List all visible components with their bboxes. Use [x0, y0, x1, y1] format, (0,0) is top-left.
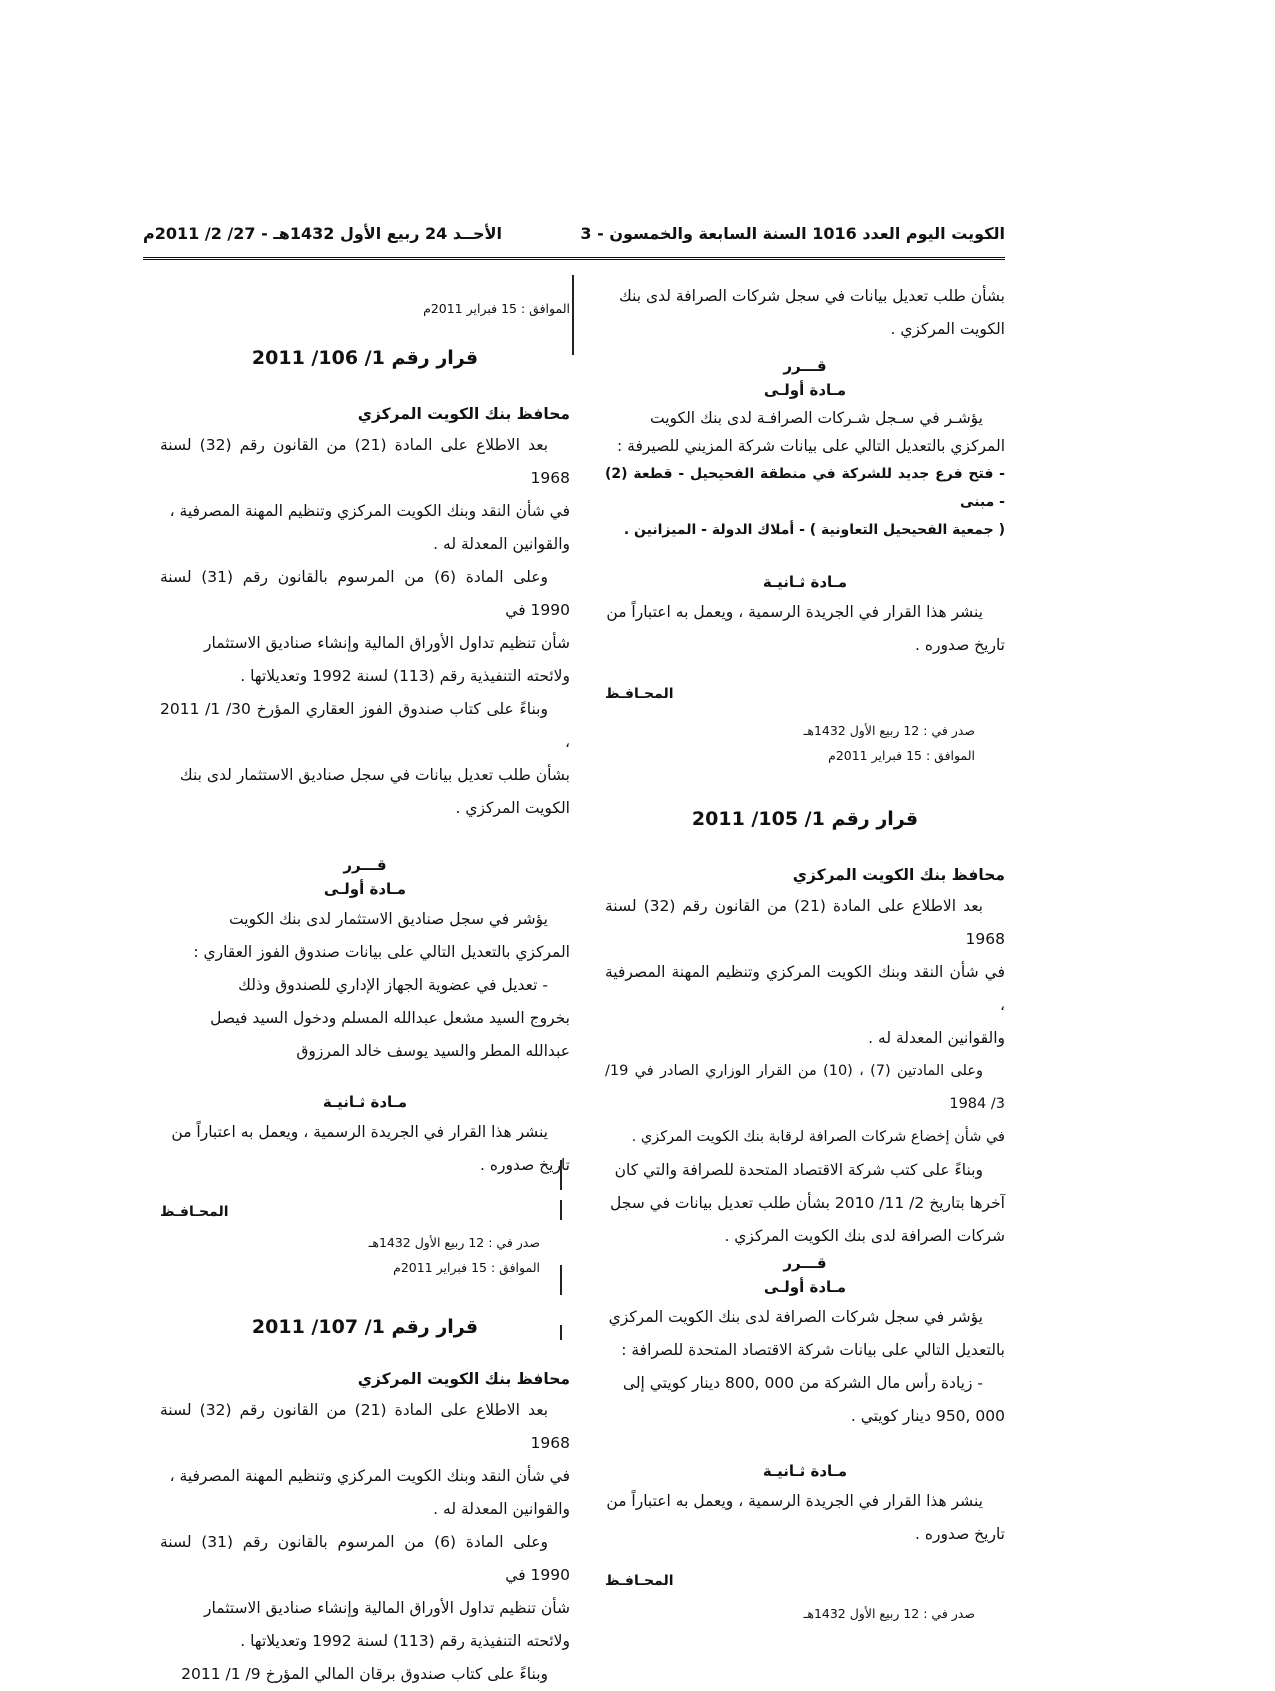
preamble-line: ولائحته التنفيذية رقم (113) لسنة 1992 وتعديلاتها . — [240, 1632, 570, 1650]
decision-title: قرار رقم 1/ 107/ 2011 — [251, 1316, 479, 1338]
header-right-text: الكويت اليوم العدد 1016 السنة السابعة والخمسون - 3 — [580, 223, 1005, 243]
preamble-line: في شأن إخضاع شركات الصرافة لرقابة بنك الكويت المركزي . — [631, 1129, 1005, 1145]
issued-date: صدر في : 12 ربيع الأول 1432هـ — [803, 1606, 975, 1621]
issuer-label: محافظ بنك الكويت المركزي — [792, 866, 1005, 884]
issued-date: صدر في : 12 ربيع الأول 1432هـ — [803, 723, 975, 738]
article-1-line: عبدالله المطر والسيد يوسف خالد المرزوق — [296, 1042, 570, 1060]
article-2-line: تاريخ صدوره . — [914, 636, 1005, 654]
preamble-line: وبناءً على كتاب صندوق الفوز العقاري المؤرخ 30/ 1/ 2011 ، — [160, 700, 570, 751]
preamble-line: بعد الاطلاع على المادة (21) من القانون رقم (32) لسنة 1968 — [160, 1401, 570, 1452]
decision-title: قرار رقم 1/ 105/ 2011 — [691, 808, 919, 830]
article-1-line: يؤشـر في سـجل شـركات الصرافـة لدى بنك الكويت — [649, 409, 983, 427]
preamble-line: شأن تنظيم تداول الأوراق المالية وإنشاء صناديق الاستثمار — [204, 634, 570, 652]
article-1-title: مـادة أولـى — [763, 381, 847, 399]
issuer-label: محافظ بنك الكويت المركزي — [357, 1370, 570, 1388]
article-1-line: - تعديل في عضوية الجهاز الإداري للصندوق وذلك — [238, 976, 548, 994]
corresponding-date: الموافق : 15 فبراير 2011م — [423, 301, 570, 316]
intro-line: الكويت المركزي . — [890, 320, 1005, 338]
preamble-line: والقوانين المعدلة له . — [868, 1029, 1005, 1047]
qarar-label: قـــرر — [343, 856, 387, 874]
article-1-line: يؤشر في سجل شركات الصرافة لدى بنك الكويت المركزي — [608, 1308, 983, 1326]
preamble-line: وبناءً على كتاب صندوق برقان المالي المؤرخ 9/ 1/ 2011 — [181, 1665, 548, 1683]
preamble-line: ولائحته التنفيذية رقم (113) لسنة 1992 وتعديلاتها . — [240, 667, 570, 685]
preamble-line: في شأن النقد وبنك الكويت المركزي وتنظيم المهنة المصرفية ، — [169, 1467, 570, 1485]
decision-title: قرار رقم 1/ 106/ 2011 — [251, 347, 479, 369]
header-rule — [143, 257, 1005, 260]
preamble-line: في شأن النقد وبنك الكويت المركزي وتنظيم المهنة المصرفية ، — [169, 502, 570, 520]
article-2-line: ينشر هذا القرار في الجريدة الرسمية ، ويعمل به اعتباراً من — [171, 1123, 548, 1141]
preamble-line: وبناءً على كتب شركة الاقتصاد المتحدة للصرافة والتي كان — [614, 1161, 983, 1179]
corresponding-date: الموافق : 15 فبراير 2011م — [393, 1260, 540, 1275]
page-header — [143, 216, 1005, 250]
column-divider — [572, 275, 574, 355]
preamble-line: وعلى المادتين (7) ، (10) من القرار الوزاري الصادر في 19/ 3/ 1984 — [605, 1063, 1005, 1112]
preamble-line: شأن تنظيم تداول الأوراق المالية وإنشاء صناديق الاستثمار — [204, 1599, 570, 1617]
governor-signature: المحـافـظ — [605, 686, 674, 702]
qarar-label: قـــرر — [783, 357, 827, 375]
preamble-line: شركات الصرافة لدى بنك الكويت المركزي . — [724, 1227, 1005, 1245]
right-column — [605, 280, 1005, 1626]
preamble-line: بشأن طلب تعديل بيانات في سجل صناديق الاستثمار لدى بنك — [179, 766, 570, 784]
article-1-line: بخروج السيد مشعل عبدالله المسلم ودخول السيد فيصل — [210, 1009, 570, 1027]
corresponding-date: الموافق : 15 فبراير 2011م — [828, 748, 975, 763]
article-2-title: مـادة ثـانيـة — [762, 573, 848, 591]
preamble-line: الكويت المركزي . — [455, 799, 570, 817]
preamble-line: وعلى المادة (6) من المرسوم بالقانون رقم (31) لسنة 1990 في — [160, 1533, 570, 1584]
article-2-title: مـادة ثـانيـة — [762, 1462, 848, 1480]
preamble-line: بعد الاطلاع على المادة (21) من القانون رقم (32) لسنة 1968 — [160, 436, 570, 487]
article-1-line: - زيادة رأس مال الشركة من 000 ,800 دينار كويتي إلى — [622, 1374, 983, 1392]
preamble-line: والقوانين المعدلة له . — [433, 535, 570, 553]
issued-date: صدر في : 12 ربيع الأول 1432هـ — [368, 1235, 540, 1250]
article-1-line: يؤشر في سجل صناديق الاستثمار لدى بنك الكويت — [229, 910, 548, 928]
preamble-line: بعد الاطلاع على المادة (21) من القانون رقم (32) لسنة 1968 — [605, 897, 1005, 948]
article-1-line: ( جمعية الفحيحيل التعاونية ) - أملاك الدولة - الميزانين . — [623, 522, 1005, 538]
governor-signature: المحـافـظ — [160, 1204, 229, 1220]
preamble-line: في شأن النقد وبنك الكويت المركزي وتنظيم المهنة المصرفية ، — [605, 963, 1005, 1014]
article-1-line: بالتعديل التالي على بيانات شركة الاقتصاد المتحدة للصرافة : — [621, 1341, 1005, 1359]
article-2-title: مـادة ثـانيـة — [322, 1093, 408, 1111]
governor-signature: المحـافـظ — [605, 1573, 674, 1589]
issuer-label: محافظ بنك الكويت المركزي — [357, 405, 570, 423]
preamble-line: آخرها بتاريخ 2/ 11/ 2010 بشأن طلب تعديل بيانات في سجل — [610, 1194, 1005, 1212]
preamble-line: وعلى المادة (6) من المرسوم بالقانون رقم (31) لسنة 1990 في — [160, 568, 570, 619]
article-2-line: ينشر هذا القرار في الجريدة الرسمية ، ويعمل به اعتباراً من — [606, 1492, 983, 1510]
article-2-line: تاريخ صدوره . — [914, 1525, 1005, 1543]
article-1-line: - فتح فرع جديد للشركة في منطقة الفحيحيل - قطعة (2) - مبنى — [605, 466, 1005, 510]
article-1-title: مـادة أولـى — [323, 880, 407, 898]
qarar-label: قـــرر — [783, 1254, 827, 1272]
preamble-line: والقوانين المعدلة له . — [433, 1500, 570, 1518]
intro-line: بشأن طلب تعديل بيانات في سجل شركات الصرافة لدى بنك — [619, 287, 1005, 305]
article-1-line: المركزي بالتعديل التالي على بيانات شركة المزيني للصيرفة : — [617, 437, 1005, 455]
article-1-line: المركزي بالتعديل التالي على بيانات صندوق الفوز العقاري : — [193, 943, 570, 961]
article-1-line: 000 ,950 دينار كويتي . — [850, 1407, 1005, 1425]
article-2-line: تاريخ صدوره . — [479, 1156, 570, 1174]
left-column — [160, 296, 570, 1691]
article-1-title: مـادة أولـى — [763, 1278, 847, 1296]
header-left-text: الأحــد 24 ربيع الأول 1432هـ - 27/ 2/ 2011م — [143, 223, 502, 243]
article-2-line: ينشر هذا القرار في الجريدة الرسمية ، ويعمل به اعتباراً من — [606, 603, 983, 621]
